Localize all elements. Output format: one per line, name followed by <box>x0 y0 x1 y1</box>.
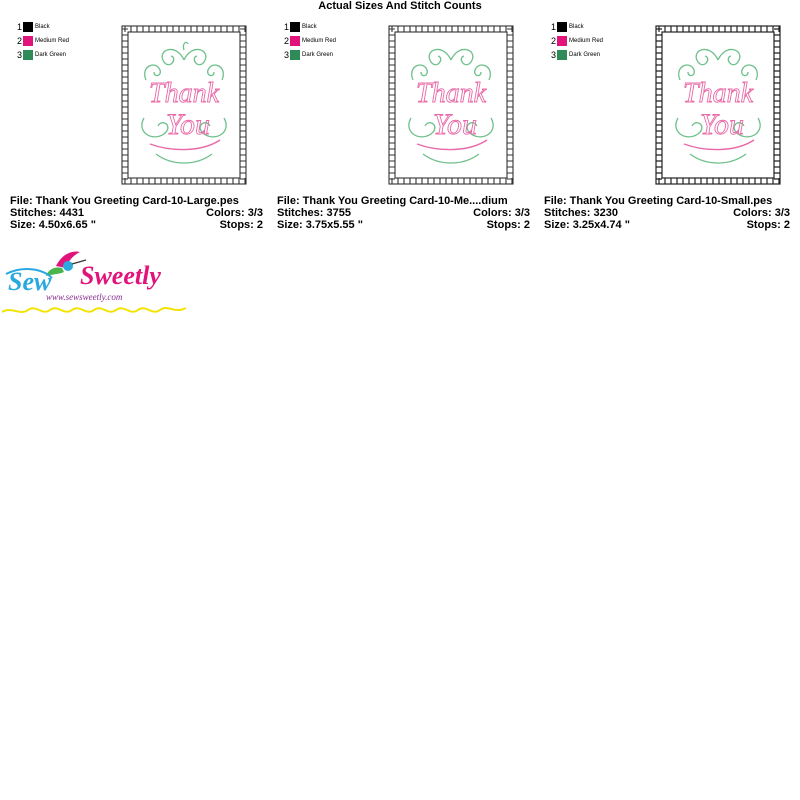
design-text-thank: Thank <box>149 78 219 109</box>
logo-brand-text: Sew <box>8 267 52 296</box>
legend-item <box>16 48 69 62</box>
color-swatch-dark-green <box>290 50 300 60</box>
design-text-thank: Thank <box>416 78 486 109</box>
color-swatch-black <box>23 22 33 32</box>
stitch-count: Stitches: 4431 <box>10 207 84 219</box>
color-count: Colors: 3/3 <box>733 207 790 219</box>
design-panel-large <box>10 14 265 234</box>
design-size: Size: 3.75x5.55 " <box>277 219 363 231</box>
design-size: Size: 3.25x4.74 " <box>544 219 630 231</box>
page-title: Actual Sizes And Stitch Counts <box>318 0 482 12</box>
design-preview <box>383 20 519 190</box>
color-count: Colors: 3/3 <box>206 207 263 219</box>
legend-name: Dark Green <box>35 52 67 58</box>
pink-lettering <box>683 78 754 150</box>
legend-name: Medium Red <box>35 38 70 44</box>
legend-item <box>283 34 336 48</box>
color-swatch-medium-red <box>23 36 33 46</box>
legend-item <box>283 48 336 62</box>
stitch-count: Stitches: 3755 <box>277 207 351 219</box>
design-text-you: You <box>433 108 477 141</box>
legend-number: 3 <box>550 50 556 60</box>
design-panel-medium <box>277 14 532 234</box>
sew-sweetly-logo <box>2 244 192 322</box>
legend-number: 2 <box>550 36 556 46</box>
stop-count: Stops: 2 <box>219 219 263 231</box>
legend-number: 1 <box>550 22 556 32</box>
legend-name: Dark Green <box>569 52 601 58</box>
design-text-you: You <box>166 108 210 141</box>
design-size: Size: 4.50x6.65 " <box>10 219 96 231</box>
logo-url: www.sewsweetly.com <box>46 292 123 302</box>
legend-number: 2 <box>16 36 22 46</box>
stop-count: Stops: 2 <box>746 219 790 231</box>
color-swatch-medium-red <box>290 36 300 46</box>
logo-brand-text-2: Sweetly <box>80 261 161 290</box>
legend-item <box>16 20 69 34</box>
color-swatch-medium-red <box>557 36 567 46</box>
color-swatch-black <box>290 22 300 32</box>
design-info <box>544 195 790 231</box>
legend-number: 1 <box>283 22 289 32</box>
design-artwork <box>383 20 519 190</box>
design-info <box>277 195 530 231</box>
design-text-thank: Thank <box>683 78 753 109</box>
legend-item <box>16 34 69 48</box>
legend-number: 3 <box>16 50 22 60</box>
color-count: Colors: 3/3 <box>473 207 530 219</box>
legend-name: Black <box>302 24 317 30</box>
design-artwork <box>650 20 786 190</box>
legend-number: 3 <box>283 50 289 60</box>
design-preview <box>116 20 252 190</box>
thread-legend <box>550 20 603 62</box>
legend-name: Medium Red <box>302 38 337 44</box>
pink-lettering <box>149 78 220 150</box>
legend-item <box>550 34 603 48</box>
thread-legend <box>16 20 69 62</box>
pink-lettering <box>416 78 487 150</box>
design-text-you: You <box>700 108 744 141</box>
legend-name: Black <box>569 24 584 30</box>
logo-yellow-stitch <box>2 308 186 312</box>
color-swatch-black <box>557 22 567 32</box>
stop-count: Stops: 2 <box>486 219 530 231</box>
logo-artwork <box>2 244 192 322</box>
file-name: File: Thank You Greeting Card-10-Me....dium <box>277 195 508 207</box>
legend-item <box>550 20 603 34</box>
design-info <box>10 195 263 231</box>
legend-number: 1 <box>16 22 22 32</box>
legend-item <box>550 48 603 62</box>
file-name: File: Thank You Greeting Card-10-Small.pes <box>544 195 773 207</box>
legend-number: 2 <box>283 36 289 46</box>
legend-name: Medium Red <box>569 38 604 44</box>
design-artwork <box>116 20 252 190</box>
design-preview <box>650 20 786 190</box>
thread-legend <box>283 20 336 62</box>
color-swatch-dark-green <box>557 50 567 60</box>
legend-name: Dark Green <box>302 52 334 58</box>
stitch-count: Stitches: 3230 <box>544 207 618 219</box>
color-swatch-dark-green <box>23 50 33 60</box>
legend-item <box>283 20 336 34</box>
design-panel-small <box>544 14 799 234</box>
file-name: File: Thank You Greeting Card-10-Large.pes <box>10 195 239 207</box>
legend-name: Black <box>35 24 50 30</box>
